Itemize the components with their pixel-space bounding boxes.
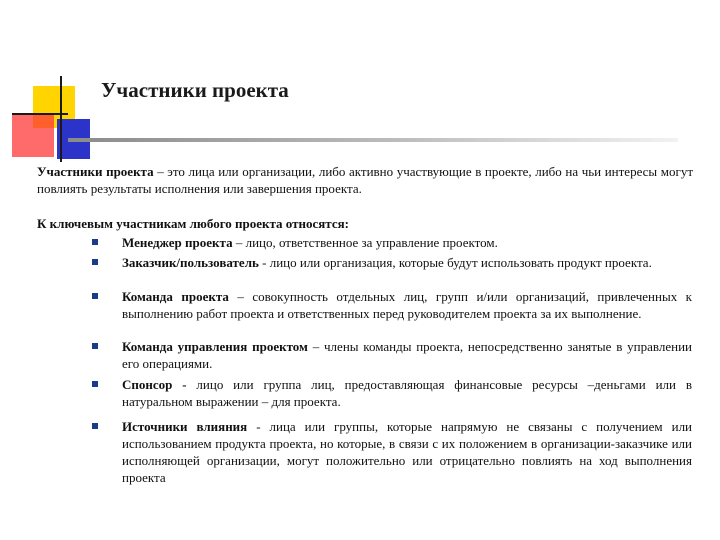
slide-title: Участники проекта [101,78,289,102]
title-underline [68,138,678,142]
item-term: Заказчик/пользователь [122,255,259,270]
list-item [122,288,692,322]
list-item [122,418,692,486]
list-item [122,254,692,271]
list-item [122,338,692,372]
item-text: – члены команды проекта, непосредственно занятые в управлении его операциями. [122,339,692,371]
bullet-square-icon [92,293,98,299]
item-text: лицо или группа лиц, предоставляющая финансовые ресурсы –деньгами или в натуральном выражении – для проекта. [122,377,692,409]
bullet-square-icon [92,381,98,387]
item-term: Спонсор - [122,377,187,392]
item-text: - лица или группы, которые напрямую не связаны с получением или использованием продукта проекта, но которые, в связи с их положением в организации-заказчике или исполняющей организации, могут положительно или отрицательно повлиять на ход выполнения проекта [122,419,693,485]
intro-term: Участники проекта [37,164,154,179]
list-item [122,234,692,251]
bullet-square-icon [92,259,98,265]
bullet-square-icon [92,423,98,429]
item-term: Источники влияния [122,419,248,434]
list-item [122,376,692,410]
bullet-square-icon [92,343,98,349]
item-text: - лицо или организация, которые будут использовать продукт проекта. [258,255,652,270]
bullet-square-icon [92,239,98,245]
item-term: Команда управления проектом [122,339,308,354]
intro-paragraph [37,163,693,197]
item-term: Команда проекта [122,289,229,304]
item-term: Менеджер проекта [122,235,233,250]
item-text: – лицо, ответственное за управление проектом. [232,235,498,250]
item-text: – совокупность отдельных лиц, групп и/или организаций, привлеченных к выполнению работ проекта и ответственных перед руководителем проекта за их выполнение. [122,289,693,321]
decor-horizontal-line [12,113,68,115]
decor-red-square [12,113,54,157]
decor-vertical-line [60,76,62,162]
list-heading: К ключевым участникам любого проекта относятся: [37,216,349,231]
intro-text: – это лица или организации, либо активно участвующие в проекте, либо на чьи интересы могут повлиять результаты исполнения или завершения проекта. [37,164,693,196]
